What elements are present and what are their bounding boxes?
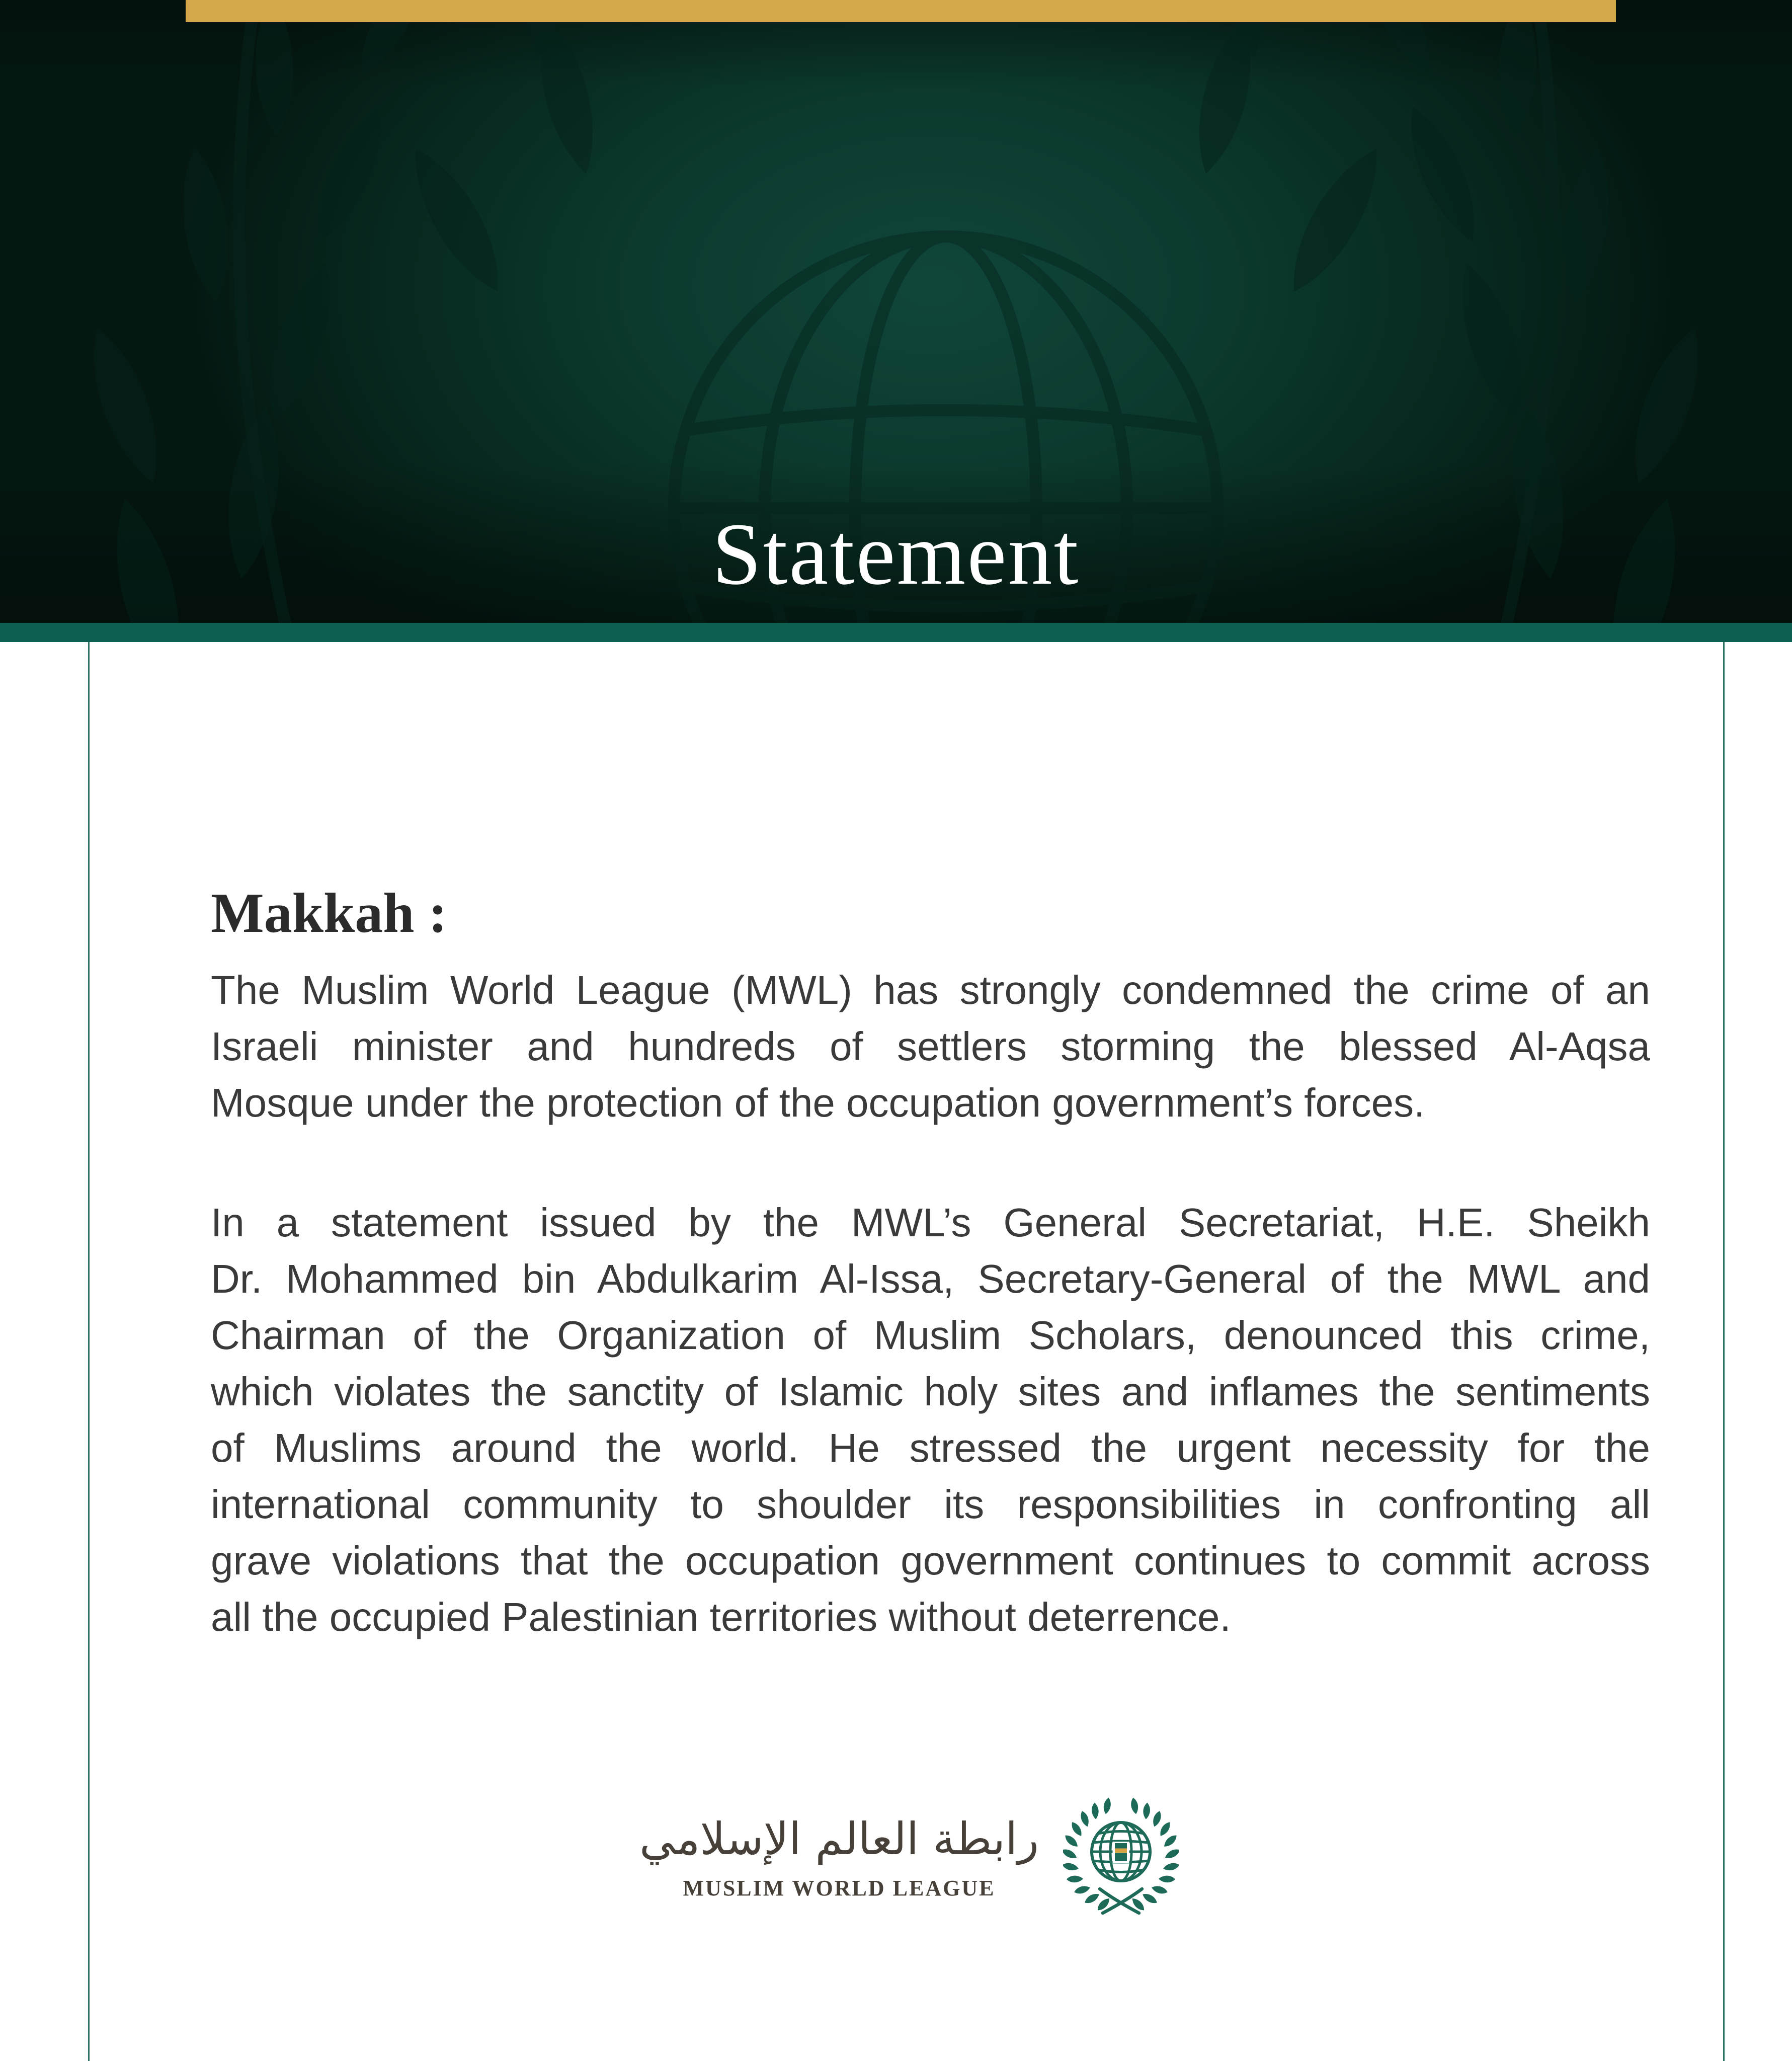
teal-divider-band	[0, 623, 1792, 642]
logo-latin-name: MUSLIM WORLD LEAGUE	[683, 1875, 996, 1900]
body-line: Mosque under the protection of the occupation government’s forces.	[211, 1080, 1425, 1125]
logo-arabic-name: رابطة العالم الإسلامي	[639, 1813, 1039, 1865]
article-body	[211, 962, 1650, 1709]
body-line: Israeli minister and hundreds of settlers storming the blessed Al-Aqsa	[211, 1024, 1650, 1069]
page-title: Statement	[712, 505, 1080, 603]
body-line: In a statement issued by the MWL’s General Secretariat, H.E. Sheikh	[211, 1200, 1650, 1245]
logo-wordmark	[639, 1810, 1039, 1900]
body-line: which violates the sanctity of Islamic holy sites and inflames the sentiments	[211, 1369, 1650, 1414]
body-line: Chairman of the Organization of Muslim Scholars, denounced this crime,	[211, 1313, 1650, 1358]
body-line: of Muslims around the world. He stressed the urgent necessity for the	[211, 1425, 1650, 1470]
header-banner	[0, 0, 1792, 623]
dateline: Makkah :	[211, 882, 447, 944]
body-line: Dr. Mohammed bin Abdulkarim Al-Issa, Secretary-General of the MWL and	[211, 1256, 1650, 1301]
kaaba-icon	[1113, 1842, 1129, 1863]
paragraph	[211, 962, 1650, 1131]
body-line: grave violations that the occupation government continues to commit across	[211, 1538, 1650, 1583]
mwl-logo	[13, 1794, 1792, 1917]
body-line: international community to shoulder its responsibilities in confronting all	[211, 1482, 1650, 1527]
mwl-emblem-icon	[1063, 1794, 1179, 1917]
gold-accent-bar	[186, 0, 1616, 22]
paragraph	[211, 1195, 1650, 1645]
body-line: all the occupied Palestinian territories without deterrence.	[211, 1595, 1231, 1639]
body-line: The Muslim World League (MWL) has strongly condemned the crime of an	[211, 968, 1650, 1012]
